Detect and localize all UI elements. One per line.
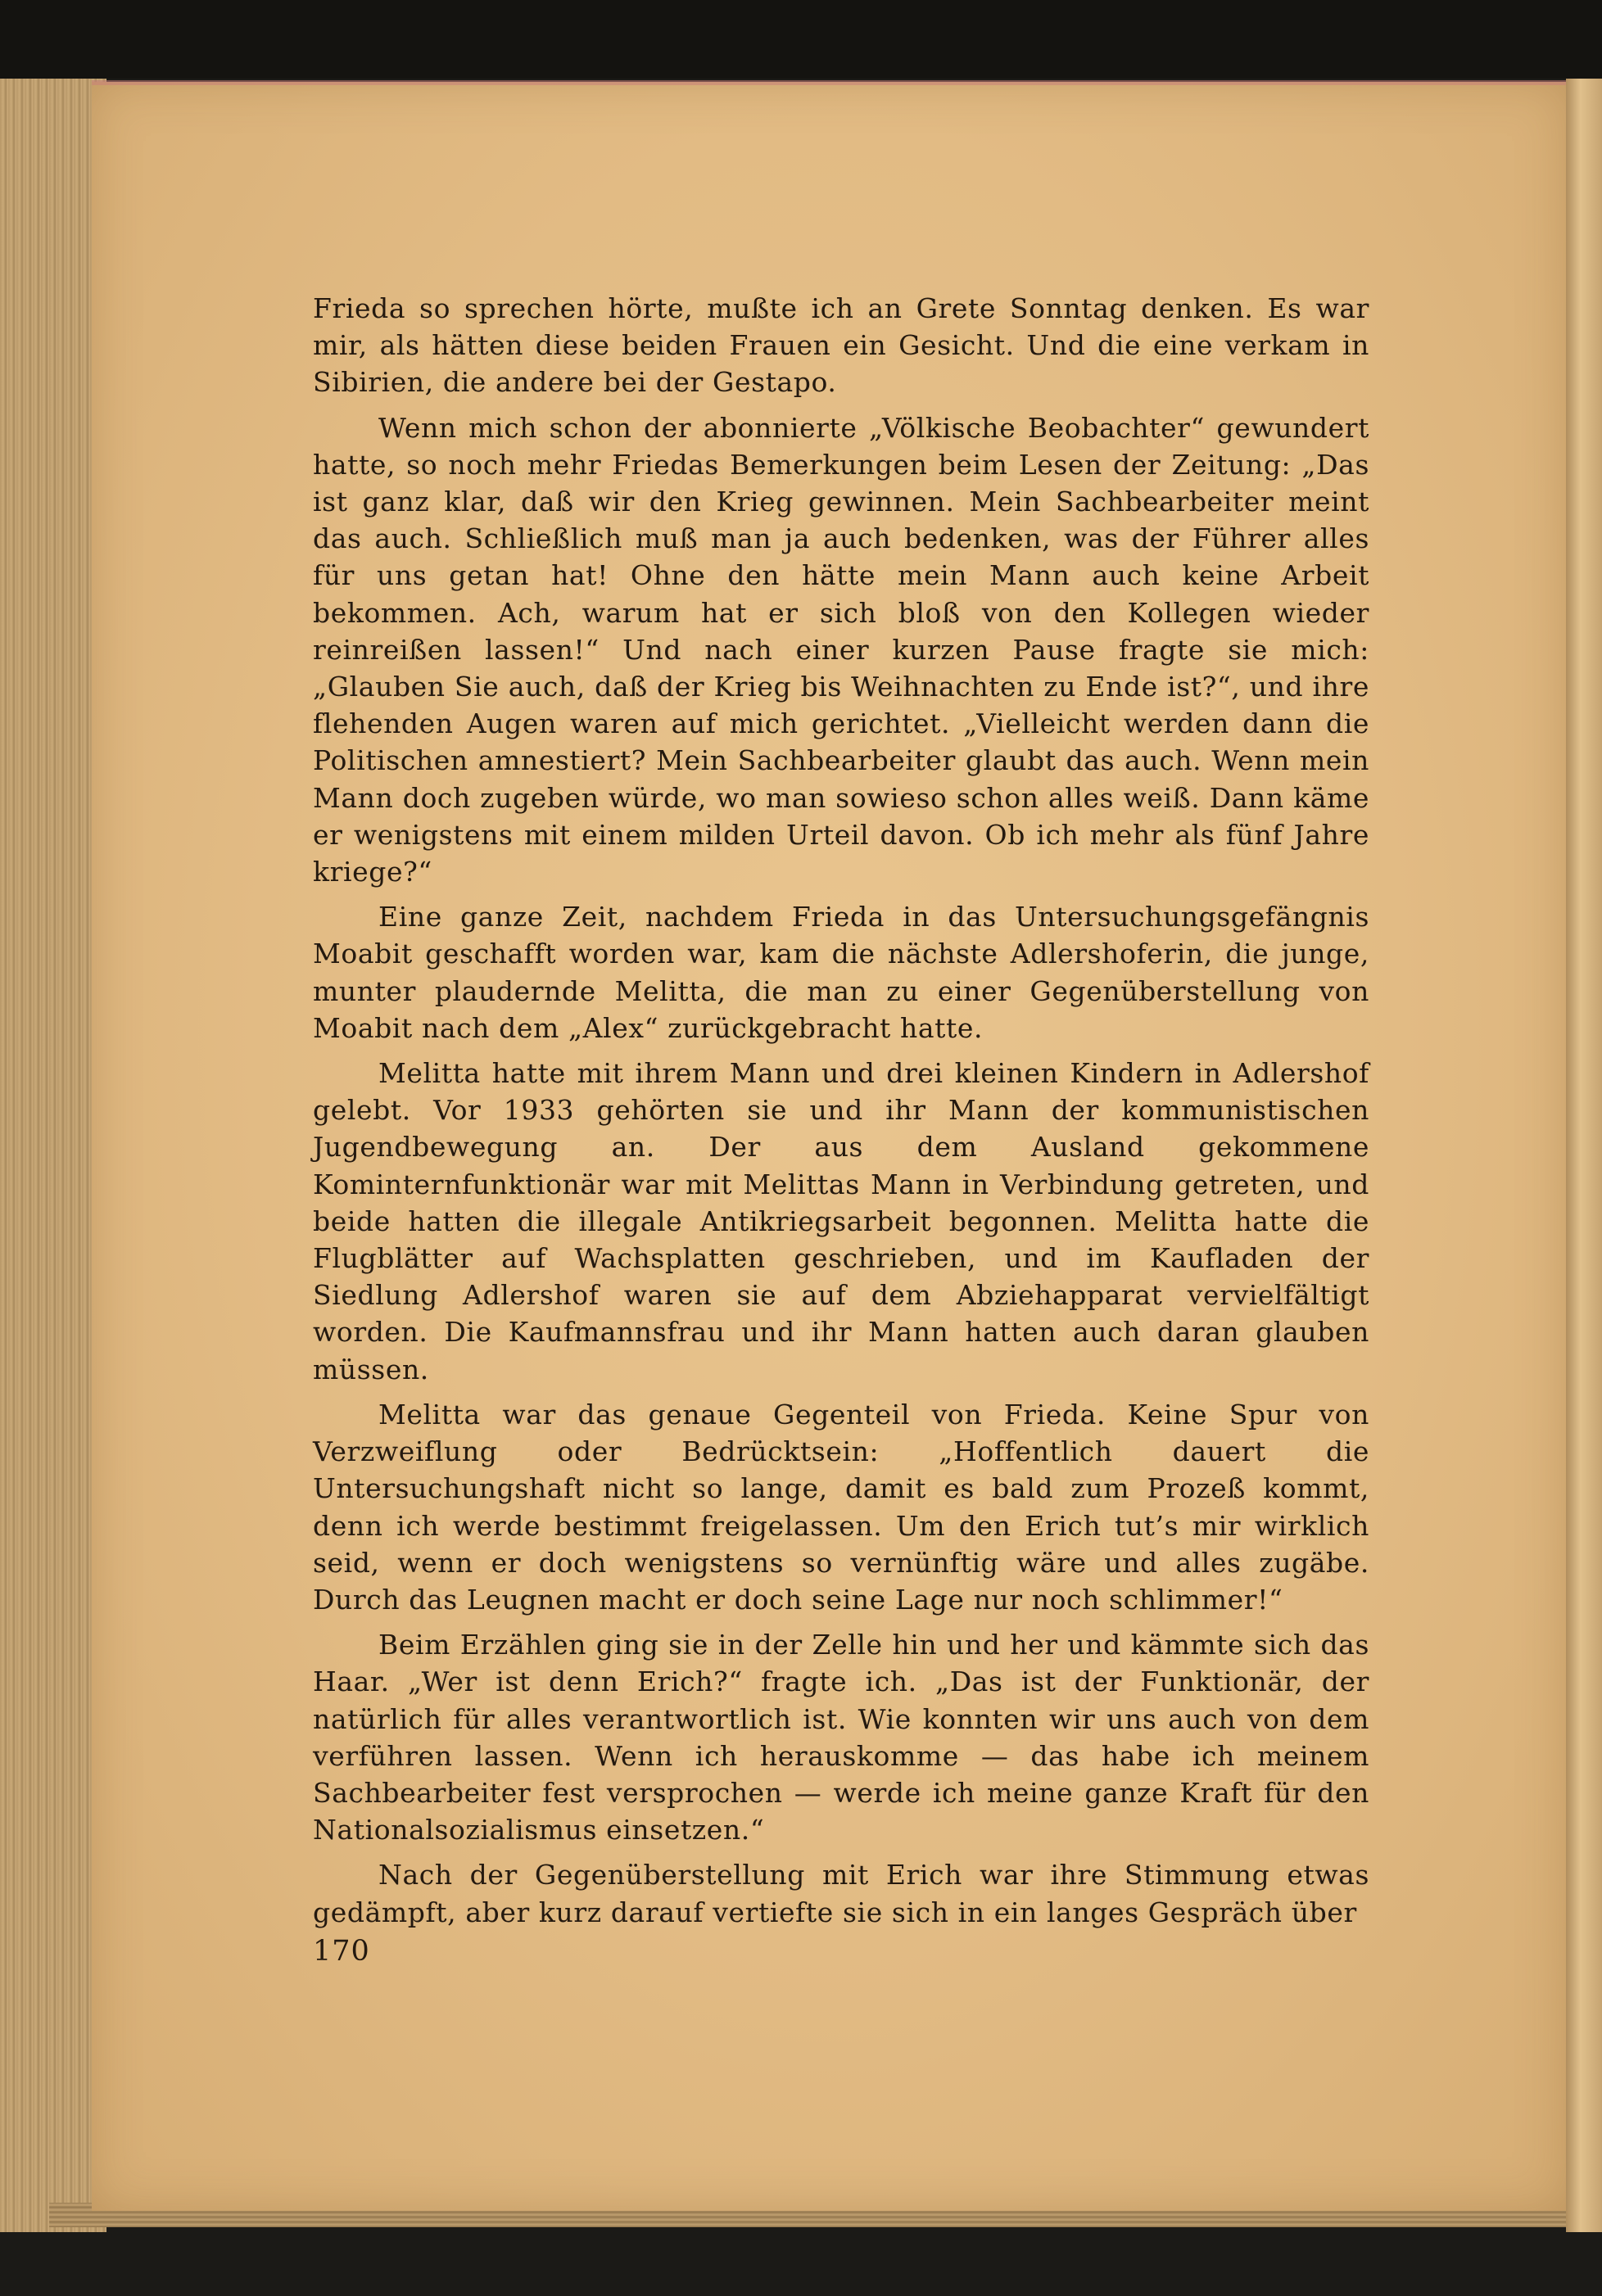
paragraph-6: Beim Erzählen ging sie in der Zelle hin und her und kämmte sich das Haar. „Wer ist denn Erich?“ fragte ich. „Das ist der Funktionär, der natürlich für alles verantwortlich ist. Wie konnten wir uns auch von dem verführen lassen. Wenn ich herauskomme — das habe ich meinem Sachbearbeiter fest versprochen — werde ich meine ganze Kraft für den Nationalsozialismus einsetzen.“ [313, 1629, 1369, 1846]
paragraph-3: Eine ganze Zeit, nachdem Frieda in das Untersuchungsgefängnis Moabit geschafft worden war, kam die nächste Adlershoferin, die junge, munter plaudernde Melitta, die man zu einer Gegenüberstellung von Moabit nach dem „Alex“ zurückgebracht hatte. [313, 901, 1369, 1044]
paragraph-4: Melitta hatte mit ihrem Mann und drei kleinen Kindern in Adlershof gelebt. Vor 1933 gehörten sie und ihr Mann der kommunistischen Jugendbewegung an. Der aus dem Ausland gekommene Kominternfunktionär war mit Melittas Mann in Verbindung getreten, und beide hatten die illegale Antikriegsarbeit begonnen. Melitta hatte die Flugblätter auf Wachsplatten geschrieben, und im Kaufladen der Siedlung Adlershof waren sie auf dem Abziehapparat vervielfältigt worden. Die Kaufmannsfrau und ihr Mann hatten auch daran glauben müssen. [313, 1057, 1369, 1385]
page-top-edge [92, 80, 1566, 85]
page-number: 170 [313, 1935, 370, 1968]
paragraph-2: Wenn mich schon der abonnierte „Völkische Beobachter“ gewundert hatte, so noch mehr Friedas Bemerkungen beim Lesen der Zeitung: „Das ist ganz klar, daß wir den Krieg gewinnen. Mein Sachbearbeiter meint das auch. Schließlich muß man ja auch bedenken, was der Führer alles für uns getan hat! Ohne den hätte mein Mann auch keine Arbeit bekommen. Ach, warum hat er sich bloß von den Kollegen wieder reinreißen lassen!“ Und nach einer kurzen Pause fragte sie mich: „Glauben Sie auch, daß der Krieg bis Weihnachten zu Ende ist?“, und ihre flehenden Augen waren auf mich gerichtet. „Vielleicht werden dann die Politischen amnestiert? Mein Sachbearbeiter glaubt das auch. Wenn mein Mann doch zugeben würde, wo man sowieso schon alles weiß. Dann käme er wenigstens mit einem milden Urteil davon. Ob ich mehr als fünf Jahre kriege?“ [313, 411, 1369, 888]
paragraph-1: Frieda so sprechen hörte, mußte ich an Grete Sonntag denken. Es war mir, als hätten diese beiden Frauen ein Gesicht. Und die eine verkam in Sibirien, die andere bei der Gestapo. [313, 292, 1369, 399]
paragraph-5: Melitta war das genaue Gegenteil von Frieda. Keine Spur von Verzweiflung oder Bedrücktsein: „Hoffentlich dauert die Untersuchungshaft nicht so lange, damit es bald zum Prozeß kommt, denn ich werde bestimmt freigelassen. Um den Erich tut’s mir wirklich seid, wenn er doch wenigstens so vernünftig wäre und alles zugäbe. Durch das Leugnen macht er doch seine Lage nur noch schlimmer!“ [313, 1398, 1369, 1616]
body-text [313, 290, 1369, 1939]
book-page-stack-left [0, 79, 106, 2232]
paragraph-7: Nach der Gegenüberstellung mit Erich war ihre Stimmung etwas gedämpft, aber kurz darauf vertiefte sie sich in ein langes Gespräch über [313, 1859, 1369, 1928]
scan-background [0, 0, 1602, 79]
book-right-edge [1566, 79, 1602, 2232]
